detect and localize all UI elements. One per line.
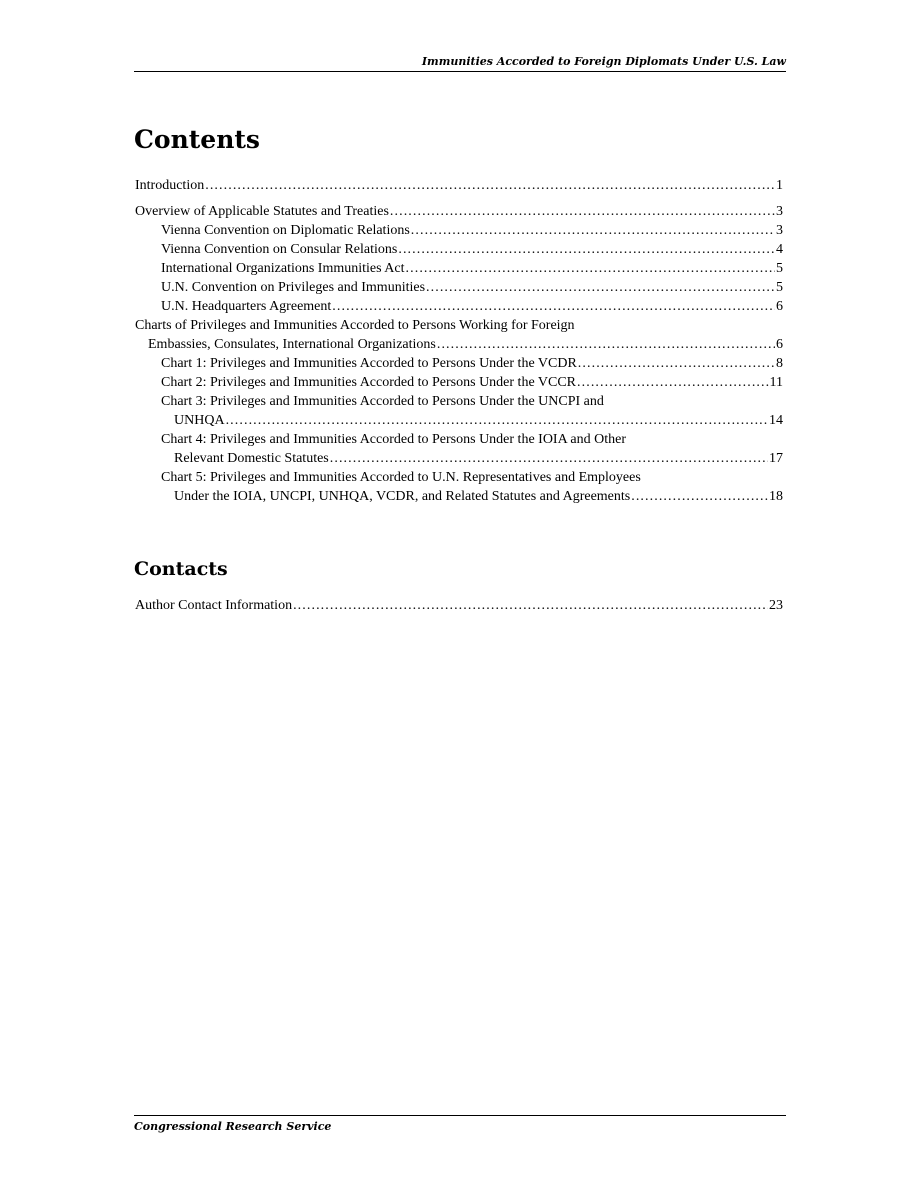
dot-leader	[398, 240, 775, 259]
toc-label: Chart 1: Privileges and Immunities Accorded to Persons Under the VCDR	[161, 356, 577, 371]
dot-leader	[631, 487, 768, 506]
dot-leader	[426, 278, 775, 297]
contacts-heading: Contacts	[134, 558, 228, 580]
toc-label: Overview of Applicable Statutes and Treaties	[135, 204, 389, 219]
toc-label: U.N. Convention on Privileges and Immunities	[161, 280, 426, 295]
toc-entry-overview[interactable]	[135, 202, 783, 221]
toc-label-line: Chart 4: Privileges and Immunities Accorded to Persons Under the IOIA and Other	[161, 432, 627, 447]
footer-rule	[134, 1115, 786, 1116]
toc-page-number: 18	[769, 489, 783, 504]
toc-entry-chart-2[interactable]	[135, 373, 783, 392]
dot-leader	[332, 297, 775, 316]
toc-label: Vienna Convention on Consular Relations	[161, 242, 398, 257]
dot-leader	[411, 221, 775, 240]
toc-label: Introduction	[135, 178, 205, 193]
table-of-contents	[135, 176, 783, 506]
toc-page-number: 8	[776, 356, 783, 371]
toc-label-line: Chart 3: Privileges and Immunities Accorded to Persons Under the UNCPI and	[161, 394, 604, 409]
toc-page-number: 23	[769, 598, 783, 613]
toc-entry-chart-5[interactable]	[135, 468, 783, 506]
toc-label-line: Charts of Privileges and Immunities Accorded to Persons Working for Foreign	[135, 318, 575, 333]
toc-label: Under the IOIA, UNCPI, UNHQA, VCDR, and Related Statutes and Agreements	[174, 489, 631, 504]
toc-page-number: 5	[776, 261, 783, 276]
running-footer: Congressional Research Service	[134, 1120, 332, 1133]
toc-label: Chart 2: Privileges and Immunities Accorded to Persons Under the VCCR	[161, 375, 577, 390]
dot-leader	[293, 596, 768, 615]
toc-page-number: 14	[769, 413, 783, 428]
header-rule	[134, 71, 786, 72]
toc-entry-chart-4[interactable]	[135, 430, 783, 468]
toc-label: Embassies, Consulates, International Organizations	[148, 337, 436, 352]
toc-page-number: 3	[776, 223, 783, 238]
toc-page-number: 5	[776, 280, 783, 295]
dot-leader	[226, 411, 768, 430]
toc-page-number: 4	[776, 242, 783, 257]
running-header: Immunities Accorded to Foreign Diplomats Under U.S. Law	[421, 55, 786, 68]
toc-entry-vcdr[interactable]	[135, 221, 783, 240]
contents-heading: Contents	[134, 125, 261, 154]
toc-entry-ioia[interactable]	[135, 259, 783, 278]
dot-leader	[330, 449, 768, 468]
dot-leader	[390, 202, 775, 221]
toc-page-number: 11	[769, 375, 783, 390]
toc-entry-uncpi[interactable]	[135, 278, 783, 297]
dot-leader	[406, 259, 775, 278]
dot-leader	[577, 373, 768, 392]
toc-entry-chart-3[interactable]	[135, 392, 783, 430]
toc-label: UNHQA	[174, 413, 225, 428]
dot-leader	[205, 176, 775, 195]
toc-entry-chart-1[interactable]	[135, 354, 783, 373]
toc-label: U.N. Headquarters Agreement	[161, 299, 332, 314]
toc-page-number: 6	[776, 299, 783, 314]
dot-leader	[437, 335, 775, 354]
toc-page-number: 3	[776, 204, 783, 219]
toc-page-number: 17	[769, 451, 783, 466]
toc-page-number: 6	[776, 337, 783, 352]
toc-entry-vccr[interactable]	[135, 240, 783, 259]
toc-label: International Organizations Immunities Act	[161, 261, 405, 276]
toc-entry-introduction[interactable]	[135, 176, 783, 195]
toc-entry-author-contact[interactable]	[135, 596, 783, 615]
contacts-list	[135, 596, 783, 615]
toc-entry-charts[interactable]	[135, 316, 783, 354]
toc-entry-unhqa[interactable]	[135, 297, 783, 316]
toc-page-number: 1	[776, 178, 783, 193]
toc-label: Relevant Domestic Statutes	[174, 451, 329, 466]
toc-label-line: Chart 5: Privileges and Immunities Accorded to U.N. Representatives and Employees	[161, 470, 641, 485]
toc-label: Vienna Convention on Diplomatic Relations	[161, 223, 410, 238]
toc-label: Author Contact Information	[135, 598, 293, 613]
dot-leader	[578, 354, 775, 373]
